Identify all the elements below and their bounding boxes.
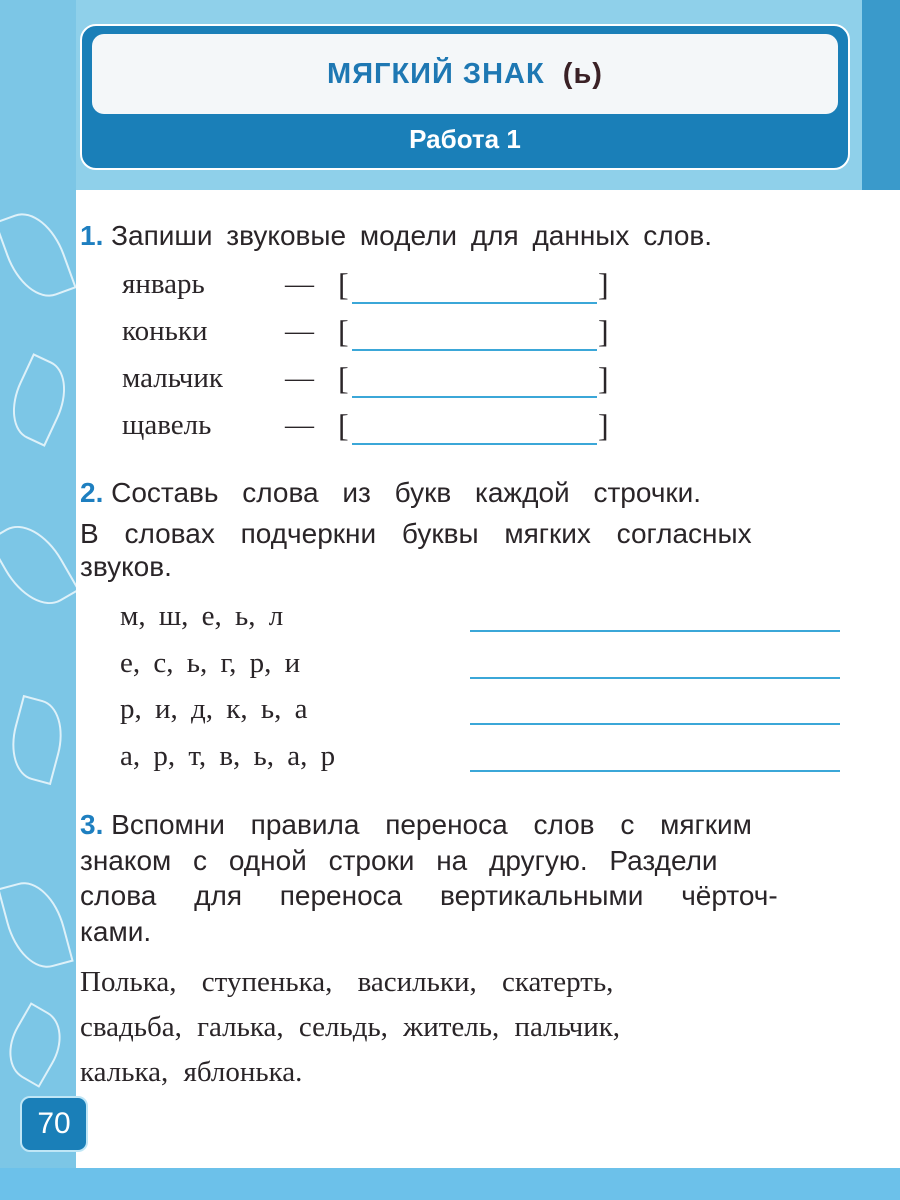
letters-row: е, с, ь, г, р, и bbox=[120, 646, 301, 679]
leaf-icon bbox=[0, 874, 74, 975]
task-text: знаком с одной строки на другую. Раздели bbox=[80, 845, 718, 876]
leaf-icon bbox=[0, 353, 79, 447]
word-line: свадьба, галька, сельдь, житель, пальчик, bbox=[80, 1011, 621, 1043]
title-text: МЯГКИЙ ЗНАК bbox=[327, 57, 545, 90]
letters-row: а, р, т, в, ь, а, р bbox=[120, 739, 336, 772]
word: мальчик bbox=[122, 362, 223, 394]
footer-band bbox=[0, 1168, 900, 1200]
task-text: Вспомни правила переноса слов с мягким bbox=[111, 809, 752, 840]
work-subtitle: Работа 1 bbox=[409, 124, 521, 154]
answer-line[interactable] bbox=[352, 443, 597, 445]
bracket-open: [ bbox=[338, 360, 349, 396]
bracket-close: ] bbox=[598, 313, 609, 349]
word: коньки bbox=[122, 315, 208, 347]
edge-strip bbox=[862, 0, 900, 190]
task-text: звуков. bbox=[80, 551, 172, 582]
answer-line[interactable] bbox=[470, 723, 840, 725]
dash: — bbox=[285, 315, 314, 347]
page-number: 70 bbox=[20, 1096, 88, 1152]
left-decor-border bbox=[0, 0, 76, 1200]
letters-row: м, ш, е, ь, л bbox=[120, 600, 284, 632]
word-line: Полька, ступенька, васильки, скатерть, bbox=[80, 966, 614, 998]
leaf-icon bbox=[0, 1002, 74, 1088]
task-number: 2. bbox=[80, 477, 104, 508]
bracket-close: ] bbox=[598, 360, 609, 396]
dash: — bbox=[285, 409, 314, 441]
task-text: В словах подчеркни буквы мягких согласных bbox=[80, 518, 752, 549]
section-title bbox=[92, 34, 838, 114]
answer-line[interactable] bbox=[352, 396, 597, 398]
answer-line[interactable] bbox=[352, 302, 597, 304]
leaf-icon bbox=[2, 695, 71, 785]
leaf-icon bbox=[0, 512, 80, 617]
title-letter: (ь) bbox=[562, 57, 603, 90]
bracket-close: ] bbox=[598, 407, 609, 443]
answer-line[interactable] bbox=[470, 630, 840, 632]
section-banner bbox=[80, 24, 850, 170]
word: щавель bbox=[122, 409, 212, 441]
task-text: ками. bbox=[80, 916, 152, 947]
task-number: 3. bbox=[80, 809, 104, 840]
answer-line[interactable] bbox=[352, 349, 597, 351]
bracket-open: [ bbox=[338, 313, 349, 349]
dash: — bbox=[285, 362, 314, 394]
task-number: 1. bbox=[80, 220, 104, 251]
answer-line[interactable] bbox=[470, 677, 840, 679]
letters-row: р, и, д, к, ь, а bbox=[120, 693, 308, 725]
task-text: Составь слова из букв каждой строчки. bbox=[111, 477, 702, 508]
dash: — bbox=[285, 268, 314, 300]
task-text: Запиши звуковые модели для данных слов. bbox=[111, 220, 713, 251]
bracket-open: [ bbox=[338, 266, 349, 302]
bracket-open: [ bbox=[338, 407, 349, 443]
word-line: калька, яблонька. bbox=[80, 1056, 303, 1088]
leaf-icon bbox=[0, 203, 77, 306]
word: январь bbox=[122, 268, 205, 300]
task1-heading bbox=[80, 220, 712, 252]
bracket-close: ] bbox=[598, 266, 609, 302]
answer-line[interactable] bbox=[470, 770, 840, 772]
task-text: слова для переноса вертикальными чёрточ- bbox=[80, 880, 778, 911]
task3-heading bbox=[80, 809, 752, 841]
task2-heading bbox=[80, 477, 701, 509]
